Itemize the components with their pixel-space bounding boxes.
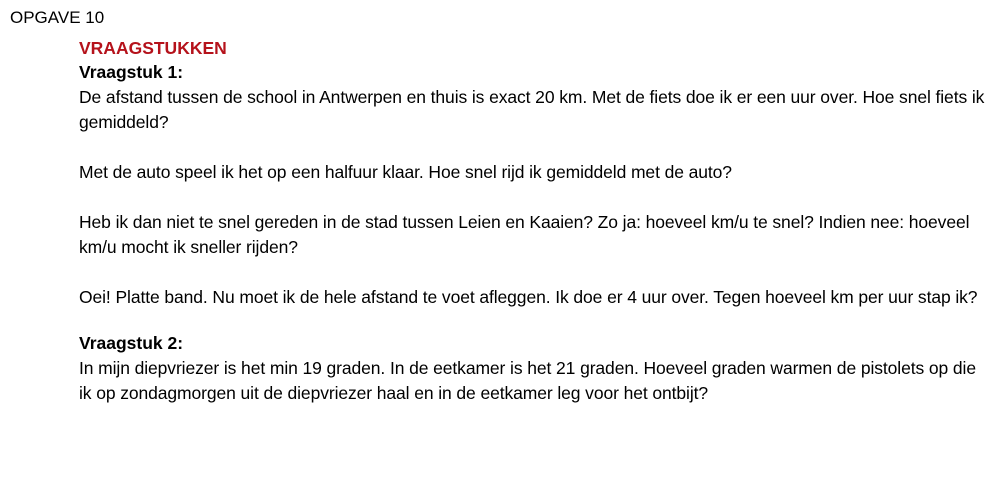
problem-1-title: Vraagstuk 1: xyxy=(79,62,184,82)
problem-1-paragraph-3: Heb ik dan niet te snel gereden in de stad tussen Leien en Kaaien? Zo ja: hoeveel km/u te snel? Indien nee: hoeveel km/u mocht ik sneller rijden? xyxy=(79,212,970,257)
problem-1 xyxy=(79,60,991,310)
paragraph-spacer xyxy=(79,135,991,160)
document-content xyxy=(79,36,991,406)
problem-1-paragraph-4: Oei! Platte band. Nu moet ik de hele afstand te voet afleggen. Ik doe er 4 uur over. Tegen hoeveel km per uur stap ik? xyxy=(79,287,978,307)
problem-1-paragraph-1: De afstand tussen de school in Antwerpen en thuis is exact 20 km. Met de fiets doe ik er een uur over. Hoe snel fiets ik gemiddeld? xyxy=(79,87,985,132)
paragraph-spacer xyxy=(79,185,991,210)
problem-2-title: Vraagstuk 2: xyxy=(79,333,184,353)
section-spacer xyxy=(79,310,991,331)
section-heading: VRAAGSTUKKEN xyxy=(79,38,227,58)
assignment-label: OPGAVE 10 xyxy=(10,8,105,27)
problem-1-paragraph-2: Met de auto speel ik het op een halfuur klaar. Hoe snel rijd ik gemiddeld met de auto? xyxy=(79,162,732,182)
problem-2-paragraph-1: In mijn diepvriezer is het min 19 graden. In de eetkamer is het 21 graden. Hoeveel graden warmen de pistolets op die ik op zondagmorgen uit de diepvriezer haal en in de eetkamer leg voor het ontbijt? xyxy=(79,358,976,403)
problem-2 xyxy=(79,331,991,406)
paragraph-spacer xyxy=(79,260,991,285)
